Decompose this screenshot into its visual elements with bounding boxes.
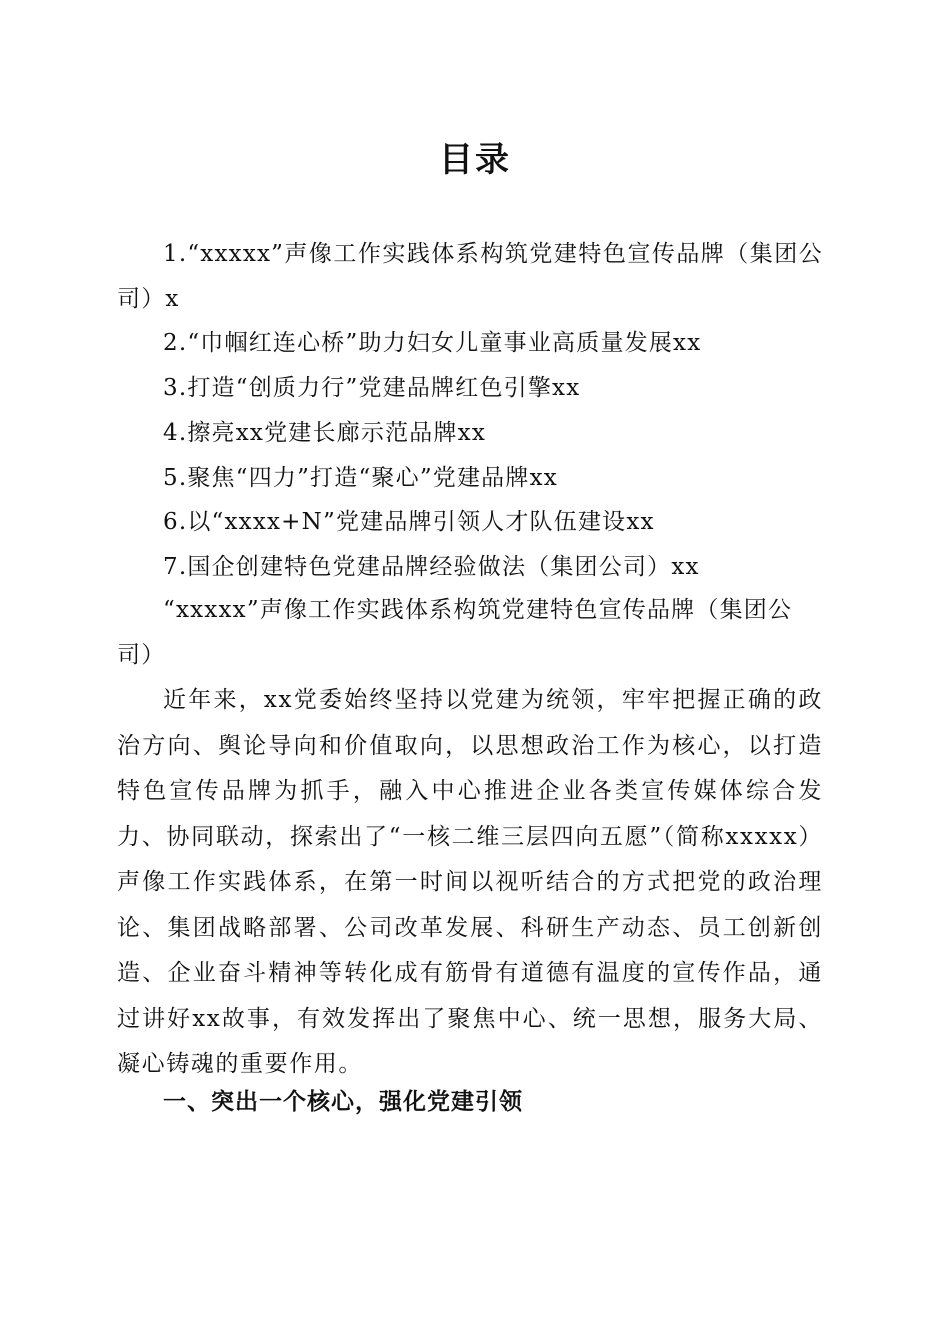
table-of-contents xyxy=(117,232,823,590)
toc-item: 2.“巾帼红连心桥”助力妇女儿童事业高质量发展xx xyxy=(163,330,702,357)
section-heading: 一、突出一个核心，强化党建引领 xyxy=(163,1089,523,1115)
toc-item: 1.“xxxxx”声像工作实践体系构筑党建特色宣传品牌（集团公司）x xyxy=(117,241,823,312)
article-title: “xxxxx”声像工作实践体系构筑党建特色宣传品牌（集团公司） xyxy=(117,597,793,668)
article xyxy=(117,588,823,1088)
document-title: 目录 xyxy=(439,140,511,180)
toc-item: 5.聚焦“四力”打造“聚心”党建品牌xx xyxy=(163,464,558,491)
toc-item: 3.打造“创质力行”党建品牌红色引擎xx xyxy=(163,375,581,402)
body-paragraph: 近年来，xx党委始终坚持以党建为统领，牢牢把握正确的政治方向、舆论导向和价值取向，以思想政治工作为核心，以打造特色宣传品牌为抓手，融入中心推进企业各类宣传媒体综合发力、协同联动，探索出了“一核二维三层四向五愿”（简称xxxxx）声像工作实践体系，在第一时间以视听结合的方式把党的政治理论、集团战略部署、公司改革发展、科研生产动态、员工创新创造、企业奋斗精神等转化成有筋骨有道德有温度的宣传作品，通过讲好xx故事，有效发挥出了聚焦中心、统一思想，服务大局、凝心铸魂的重要作用。 xyxy=(117,687,823,1078)
toc-item: 6.以“xxxx+N”党建品牌引领人才队伍建设xx xyxy=(163,509,655,536)
toc-item: 4.擦亮xx党建长廊示范品牌xx xyxy=(163,419,487,446)
toc-item: 7.国企创建特色党建品牌经验做法（集团公司）xx xyxy=(163,553,700,580)
